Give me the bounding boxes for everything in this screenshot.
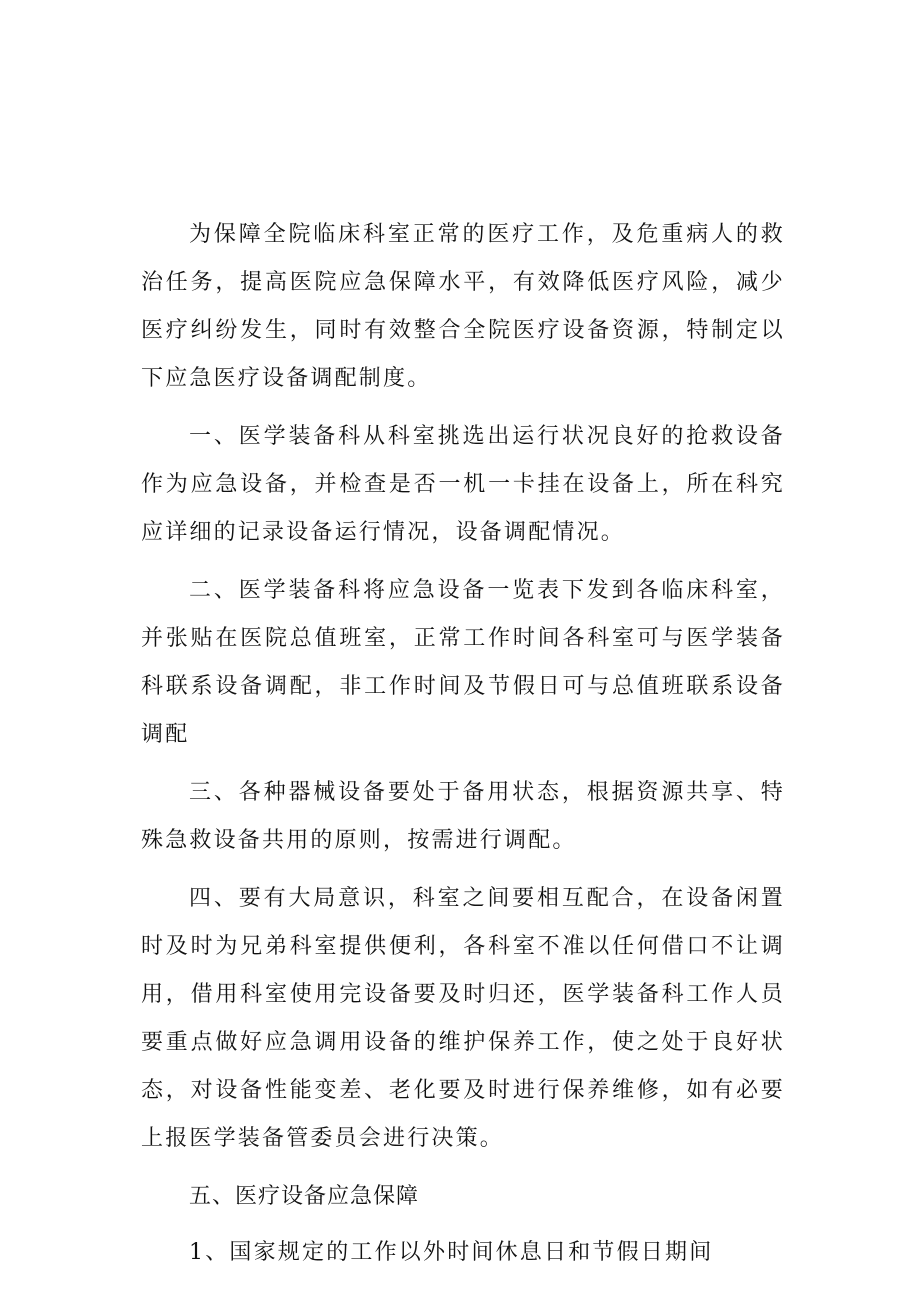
- section-heading: 五、医疗设备应急保障: [189, 1184, 420, 1209]
- rule-paragraph-4: 四、要有大局意识，科室之间要相互配合，在设备闲置时及时为兄弟科室提供便利，各科室不准以任何借口不让调用，借用科室使用完设备要及时归还，医学装备科工作人员要重点做好应急调用设备的维护保养工作，使之处于良好状态，对设备性能变差、老化要及时进行保养维修，如有必要上报医学装备管委员会进行决策。: [141, 886, 785, 1151]
- document-body: [141, 211, 785, 1277]
- rule-paragraph-1: 一、医学装备科从科室挑选出运行状况良好的抢救设备作为应急设备，并检查是否一机一卡挂在设备上，所在科究应详细的记录设备运行情况，设备调配情况。: [141, 424, 785, 545]
- intro-paragraph: 为保障全院临床科室正常的医疗工作，及危重病人的救治任务，提高医院应急保障水平，有效降低医疗风险，减少医疗纠纷发生，同时有效整合全院医疗设备资源，特制定以下应急医疗设备调配制度。: [141, 222, 785, 391]
- rule-paragraph-2: 二、医学装备科将应急设备一览表下发到各临床科室，并张贴在医院总值班室，正常工作时间各科室可与医学装备科联系设备调配，非工作时间及节假日可与总值班联系设备调配: [141, 578, 785, 747]
- list-item-1: 1、国家规定的工作以外时间休息日和节假日期间: [189, 1240, 714, 1265]
- rule-paragraph-3: 三、各种器械设备要处于备用状态，根据资源共享、特殊急救设备共用的原则，按需进行调配。: [141, 780, 785, 853]
